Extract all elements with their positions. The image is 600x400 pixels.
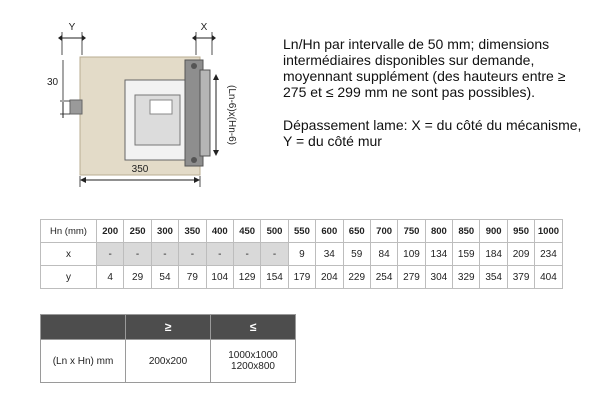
table-cell: 204 bbox=[316, 266, 343, 289]
col-header: 400 bbox=[206, 220, 233, 243]
row-label: x bbox=[41, 243, 97, 266]
col-header: 800 bbox=[425, 220, 452, 243]
size-table-row bbox=[41, 340, 296, 383]
height-table-header-row bbox=[41, 220, 563, 243]
size-header-max: ≤ bbox=[211, 315, 296, 340]
col-header: 300 bbox=[151, 220, 178, 243]
table-cell: - bbox=[124, 243, 151, 266]
col-header: 1000 bbox=[535, 220, 562, 243]
table-cell: 79 bbox=[179, 266, 206, 289]
note-paragraph-1: Ln/Hn par intervalle de 50 mm; dimensions intermédiaires disponibles sur demande, moyennant supplément (des hauteurs entre ≥ 275 et ≤ 299 mm ne sont pas possibles). bbox=[283, 36, 566, 100]
col-header: 450 bbox=[233, 220, 260, 243]
note-paragraph-2: Dépassement lame: X = du côté du mécanisme, Y = du côté mur bbox=[283, 117, 582, 149]
table-cell: - bbox=[97, 243, 124, 266]
size-table bbox=[40, 314, 296, 383]
notes bbox=[283, 36, 583, 165]
dim-label-vertical: (Ln-6)x(Hn-6) bbox=[226, 84, 237, 146]
size-max-value bbox=[211, 340, 296, 383]
table-cell: 34 bbox=[316, 243, 343, 266]
table-cell: 104 bbox=[206, 266, 233, 289]
table-row-x bbox=[41, 243, 563, 266]
size-table-header-row bbox=[41, 315, 296, 340]
col-header: 500 bbox=[261, 220, 288, 243]
table-cell: - bbox=[233, 243, 260, 266]
col-header: 550 bbox=[288, 220, 315, 243]
table-cell: 234 bbox=[535, 243, 562, 266]
height-table bbox=[40, 219, 563, 289]
table-cell: 229 bbox=[343, 266, 370, 289]
table-cell: 59 bbox=[343, 243, 370, 266]
table-cell: 354 bbox=[480, 266, 507, 289]
dim-label-350: 350 bbox=[131, 164, 149, 175]
table-cell: 4 bbox=[97, 266, 124, 289]
table-cell: 134 bbox=[425, 243, 452, 266]
table-cell: 254 bbox=[370, 266, 397, 289]
table-cell: 129 bbox=[233, 266, 260, 289]
table-cell: 154 bbox=[261, 266, 288, 289]
table-cell: 84 bbox=[370, 243, 397, 266]
table-cell: 304 bbox=[425, 266, 452, 289]
size-max-line1: 1000x1000 bbox=[228, 350, 278, 361]
size-max-line2: 1200x800 bbox=[231, 361, 275, 372]
technical-drawing bbox=[0, 0, 280, 200]
header-label: Hn (mm) bbox=[41, 220, 97, 243]
col-header: 750 bbox=[398, 220, 425, 243]
table-row-y bbox=[41, 266, 563, 289]
table-cell: 184 bbox=[480, 243, 507, 266]
dim-label-x: X bbox=[200, 22, 208, 33]
wall-stub bbox=[70, 100, 82, 114]
table-cell: 109 bbox=[398, 243, 425, 266]
col-header: 850 bbox=[453, 220, 480, 243]
table-cell: 29 bbox=[124, 266, 151, 289]
table-cell: 379 bbox=[507, 266, 534, 289]
size-header-empty bbox=[41, 315, 126, 340]
table-cell: 159 bbox=[453, 243, 480, 266]
table-cell: 9 bbox=[288, 243, 315, 266]
table-cell: - bbox=[151, 243, 178, 266]
table-cell: 279 bbox=[398, 266, 425, 289]
table-cell: 54 bbox=[151, 266, 178, 289]
table-cell: 329 bbox=[453, 266, 480, 289]
dim-label-y: Y bbox=[68, 22, 76, 33]
col-header: 350 bbox=[179, 220, 206, 243]
col-header: 250 bbox=[124, 220, 151, 243]
table-cell: - bbox=[179, 243, 206, 266]
size-header-min: ≥ bbox=[126, 315, 211, 340]
col-header: 600 bbox=[316, 220, 343, 243]
size-min-value: 200x200 bbox=[126, 340, 211, 383]
col-header: 650 bbox=[343, 220, 370, 243]
table-cell: - bbox=[206, 243, 233, 266]
table-cell: 179 bbox=[288, 266, 315, 289]
size-row-label: (Ln x Hn) mm bbox=[41, 340, 126, 383]
table-cell: 209 bbox=[507, 243, 534, 266]
table-cell: - bbox=[261, 243, 288, 266]
col-header: 950 bbox=[507, 220, 534, 243]
row-label: y bbox=[41, 266, 97, 289]
col-header: 900 bbox=[480, 220, 507, 243]
col-header: 200 bbox=[97, 220, 124, 243]
table-cell: 404 bbox=[535, 266, 562, 289]
dim-label-30: 30 bbox=[47, 77, 59, 88]
col-header: 700 bbox=[370, 220, 397, 243]
